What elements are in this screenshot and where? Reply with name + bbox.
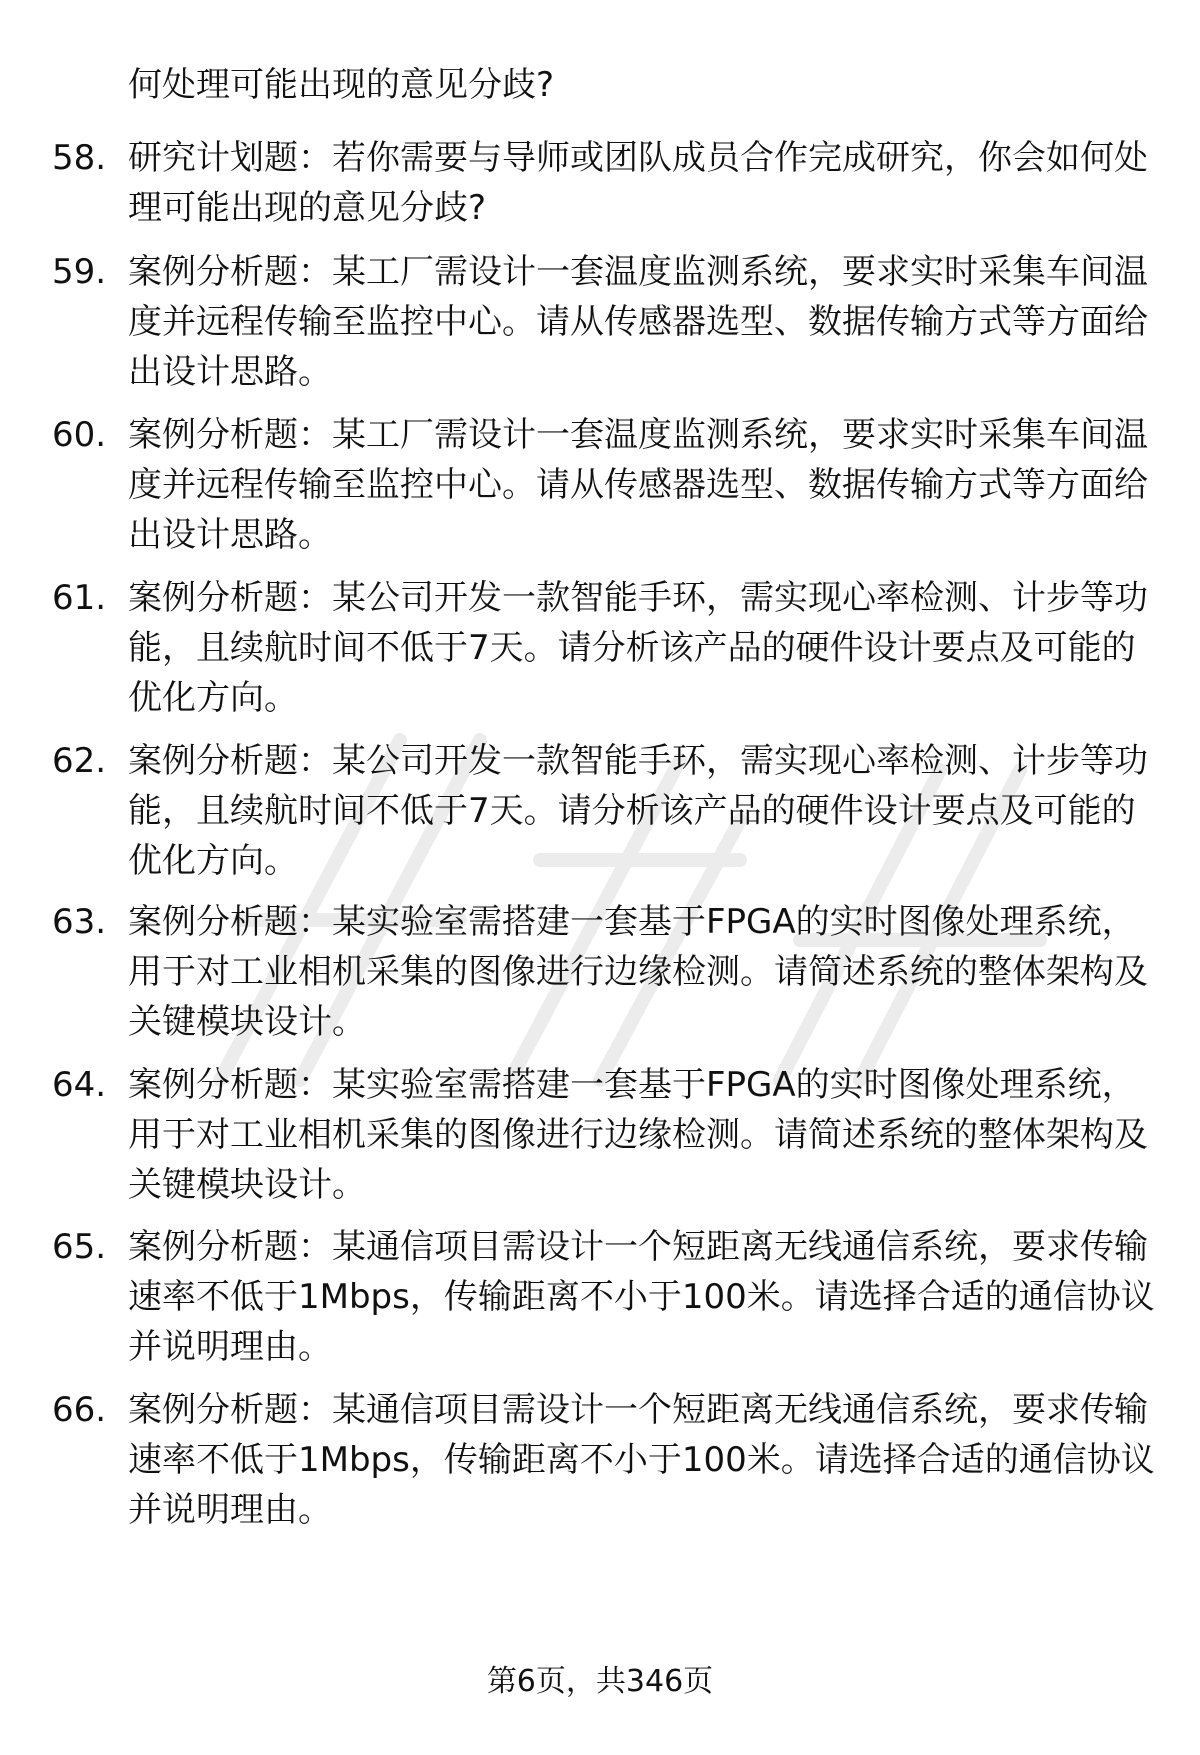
question-text: 案例分析题：某通信项目需设计一个短距离无线通信系统，要求传输速率不低于1Mbps，传输距离不小于100米。请选择合适的通信协议并说明理由。 (128, 1390, 1155, 1530)
question-text: 研究计划题：若你需要与导师或团队成员合作完成研究，你会如何处理可能出现的意见分歧? (128, 138, 1148, 228)
question-number: 60. (52, 415, 107, 455)
question-number: 66. (52, 1390, 107, 1430)
continuation-text: 何处理可能出现的意见分歧? (128, 65, 555, 105)
question-text: 案例分析题：某工厂需设计一套温度监测系统，要求实时采集车间温度并远程传输至监控中心。请从传感器选型、数据传输方式等方面给出设计思路。 (128, 415, 1148, 555)
question-text: 案例分析题：某公司开发一款智能手环，需实现心率检测、计步等功能，且续航时间不低于7天。请分析该产品的硬件设计要点及可能的优化方向。 (128, 741, 1148, 881)
question-number: 64. (52, 1065, 107, 1105)
question-number: 59. (52, 252, 107, 292)
question-number: 62. (52, 741, 107, 781)
page-footer: 第6页，共346页 (486, 1664, 714, 1699)
question-text: 案例分析题：某实验室需搭建一套基于FPGA的实时图像处理系统，用于对工业相机采集的图像进行边缘检测。请简述系统的整体架构及关键模块设计。 (128, 902, 1148, 1042)
question-number: 58. (52, 138, 107, 178)
question-number: 65. (52, 1227, 107, 1267)
question-text: 案例分析题：某公司开发一款智能手环，需实现心率检测、计步等功能，且续航时间不低于7天。请分析该产品的硬件设计要点及可能的优化方向。 (128, 578, 1148, 718)
question-number: 61. (52, 578, 107, 618)
question-number: 63. (52, 902, 107, 942)
question-text: 案例分析题：某工厂需设计一套温度监测系统，要求实时采集车间温度并远程传输至监控中心。请从传感器选型、数据传输方式等方面给出设计思路。 (128, 252, 1148, 392)
question-text: 案例分析题：某实验室需搭建一套基于FPGA的实时图像处理系统，用于对工业相机采集的图像进行边缘检测。请简述系统的整体架构及关键模块设计。 (128, 1065, 1148, 1205)
question-text: 案例分析题：某通信项目需设计一个短距离无线通信系统，要求传输速率不低于1Mbps，传输距离不小于100米。请选择合适的通信协议并说明理由。 (128, 1227, 1155, 1367)
